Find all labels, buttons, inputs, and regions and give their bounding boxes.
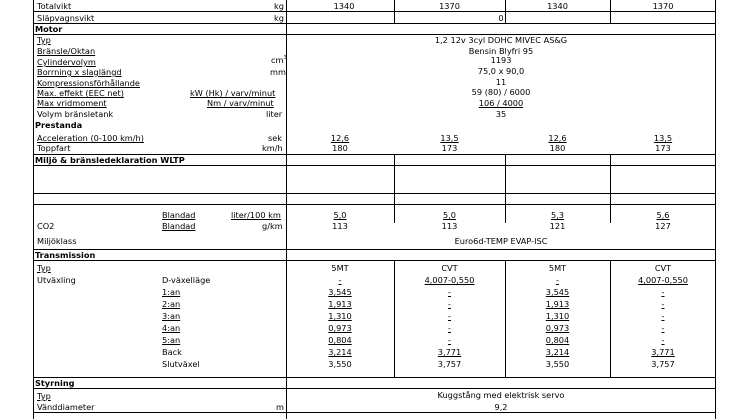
gear-value: 1,913 [328, 299, 352, 309]
row-line [33, 204, 716, 205]
vridmoment-label: Max vridmoment [37, 98, 107, 108]
trans-typ-value-4: CVT [654, 263, 672, 273]
gear-name: 3:an [162, 311, 181, 321]
gear-value: - [448, 323, 451, 333]
gear-value: 3,550 [545, 359, 570, 369]
gear-name: D-växelläge [162, 275, 211, 285]
co2-label: CO2 [37, 221, 55, 231]
borrning-label: Borrning x slaglängd [37, 67, 122, 77]
gear-value: 1,310 [328, 311, 352, 321]
totalvikt-value-4: 1370 [652, 1, 674, 11]
slapvagnsvikt-value: 0 [498, 13, 504, 23]
gear-name: 5:an [162, 335, 181, 345]
trans-typ-value-1: 5MT [331, 263, 349, 273]
gear-value: 1,913 [545, 299, 570, 309]
gear-name: Slutväxel [162, 359, 200, 369]
cylindervolym-label: Cylindervolym [37, 57, 96, 67]
row-line [33, 165, 716, 166]
toppfart-value-3: 180 [549, 143, 566, 153]
gear-value: 3,214 [328, 347, 352, 357]
borrning-unit: mm [270, 67, 286, 77]
gear-value: 0,973 [545, 323, 570, 333]
co2-value-1: 113 [332, 221, 348, 231]
bransle-value: Bensin Blyfri 95 [468, 46, 534, 56]
acceleration-unit: sek [268, 133, 283, 143]
effekt-label: Max. effekt (EEC net) [37, 88, 124, 98]
toppfart-value-4: 173 [655, 143, 671, 153]
kompression-label: Kompressionsförhållande [37, 78, 140, 88]
cylindervolym-unit: $cm^3$ [271, 55, 287, 65]
transmission-section-header: Transmission [35, 250, 96, 260]
gear-value: - [661, 335, 665, 345]
bransletank-value: 35 [495, 109, 507, 119]
acceleration-value-1: 12,6 [330, 133, 350, 143]
miljoklass-label: Miljöklass [37, 236, 77, 246]
bransletank-label: Volym bränsletank [37, 109, 114, 119]
gear-value: - [448, 287, 451, 297]
gear-value: 0,973 [328, 323, 352, 333]
gear-value: 3,771 [651, 347, 675, 357]
row-line [33, 34, 716, 35]
slapvagnsvikt-label: Släpvagnsvikt [37, 13, 95, 23]
table-border-left [33, 0, 34, 419]
row-line [33, 11, 716, 12]
row-line [33, 377, 716, 378]
vanddiameter-unit: m [276, 402, 284, 412]
motor-typ-value: 1,2 12v 3cyl DOHC MIVEC AS&G [434, 35, 568, 45]
miljoklass-value: Euro6d-TEMP EVAP-ISC [454, 236, 548, 246]
co2-value-3: 121 [549, 221, 566, 231]
gear-value: 3,550 [328, 359, 352, 369]
gear-value: 3,545 [328, 287, 352, 297]
totalvikt-value-2: 1370 [439, 1, 460, 11]
acceleration-value-2: 13,5 [440, 133, 459, 143]
gear-value: - [448, 311, 451, 321]
effekt-unit: kW (Hk) / varv/minut [190, 88, 276, 98]
vanddiameter-label: Vänddiameter [37, 402, 95, 412]
acceleration-label: Acceleration (0-100 km/h) [37, 133, 144, 143]
gear-value: 0,804 [545, 335, 570, 345]
forbrukning-value-4: 5,6 [656, 210, 670, 220]
acceleration-value-4: 13,5 [653, 133, 673, 143]
toppfart-value-2: 173 [441, 143, 458, 153]
prestanda-section-header: Prestanda [35, 120, 83, 130]
effekt-value: 59 (80) / 6000 [471, 87, 531, 97]
styr-typ-label: Typ [37, 391, 51, 401]
row-line [33, 388, 716, 389]
gear-value: 3,757 [651, 359, 675, 369]
gear-value: - [338, 275, 342, 285]
vridmoment-unit: Nm / varv/minut [207, 98, 274, 108]
gear-value: 3,214 [545, 347, 570, 357]
co2-value-2: 113 [441, 221, 458, 231]
miljo-section-header: Miljö & bränsledeklaration WLTP [35, 155, 185, 165]
gear-value: - [448, 335, 451, 345]
toppfart-value-1: 180 [332, 143, 348, 153]
gear-value: 3,757 [437, 359, 462, 369]
vridmoment-value: 106 / 4000 [478, 98, 524, 108]
forbrukning-unit: liter/100 km [231, 210, 281, 220]
totalvikt-value-3: 1340 [547, 1, 568, 11]
borrning-value: 75,0 x 90,0 [477, 66, 525, 76]
row-line [33, 412, 716, 413]
totalvikt-value-1: 1340 [333, 1, 355, 11]
trans-typ-label: Typ [37, 263, 51, 273]
gear-name: 2:an [162, 299, 181, 309]
gear-value: - [448, 299, 451, 309]
vanddiameter-value: 9,2 [494, 402, 508, 412]
row-line [33, 260, 716, 261]
trans-typ-value-2: CVT [441, 263, 458, 273]
cylindervolym-value: 1193 [490, 55, 512, 65]
row-line [33, 23, 716, 24]
gear-value: - [556, 275, 559, 285]
gear-name: 4:an [162, 323, 181, 333]
motor-section-header: Motor [35, 24, 63, 34]
co2-unit: g/km [262, 221, 283, 231]
forbrukning-value-1: 5,0 [333, 210, 347, 220]
motor-typ-label: Typ [37, 35, 51, 45]
row-line [33, 249, 716, 250]
gear-name: 1:an [162, 287, 181, 297]
trans-typ-value-3: 5MT [548, 263, 567, 273]
styr-typ-value: Kuggstång med elektrisk servo [437, 390, 565, 400]
gear-value: - [661, 323, 665, 333]
bransle-label: Bränsle/Oktan [37, 46, 96, 56]
kompression-value: 11 [495, 77, 507, 87]
gear-name: Back [162, 347, 182, 357]
acceleration-value-3: 12,6 [548, 133, 567, 143]
styrning-section-header: Styrning [35, 378, 75, 388]
totalvikt-unit: kg [274, 1, 284, 11]
toppfart-label: Toppfart [37, 143, 71, 153]
row-line [33, 193, 716, 194]
gear-value: 4,007-0,550 [638, 275, 688, 285]
toppfart-unit: km/h [262, 143, 283, 153]
forbrukning-sub-label: Blandad [162, 210, 196, 220]
gear-value: - [661, 287, 665, 297]
bransletank-unit: liter [266, 109, 283, 119]
gear-value: 1,310 [545, 311, 570, 321]
gear-value: - [661, 311, 665, 321]
co2-sub-label: Blandad [162, 221, 196, 231]
slapvagnsvikt-unit: kg [274, 13, 284, 23]
forbrukning-value-3: 5,3 [550, 210, 565, 220]
forbrukning-value-2: 5,0 [442, 210, 457, 220]
totalvikt-label: Totalvikt [37, 1, 72, 11]
gear-value: 3,771 [437, 347, 462, 357]
co2-value-4: 127 [655, 221, 671, 231]
gear-value: 0,804 [328, 335, 352, 345]
gear-value: - [661, 299, 665, 309]
utvaxling-label: Utväxling [37, 275, 76, 285]
gear-value: 4,007-0,550 [424, 275, 475, 285]
gear-value: 3,545 [545, 287, 570, 297]
